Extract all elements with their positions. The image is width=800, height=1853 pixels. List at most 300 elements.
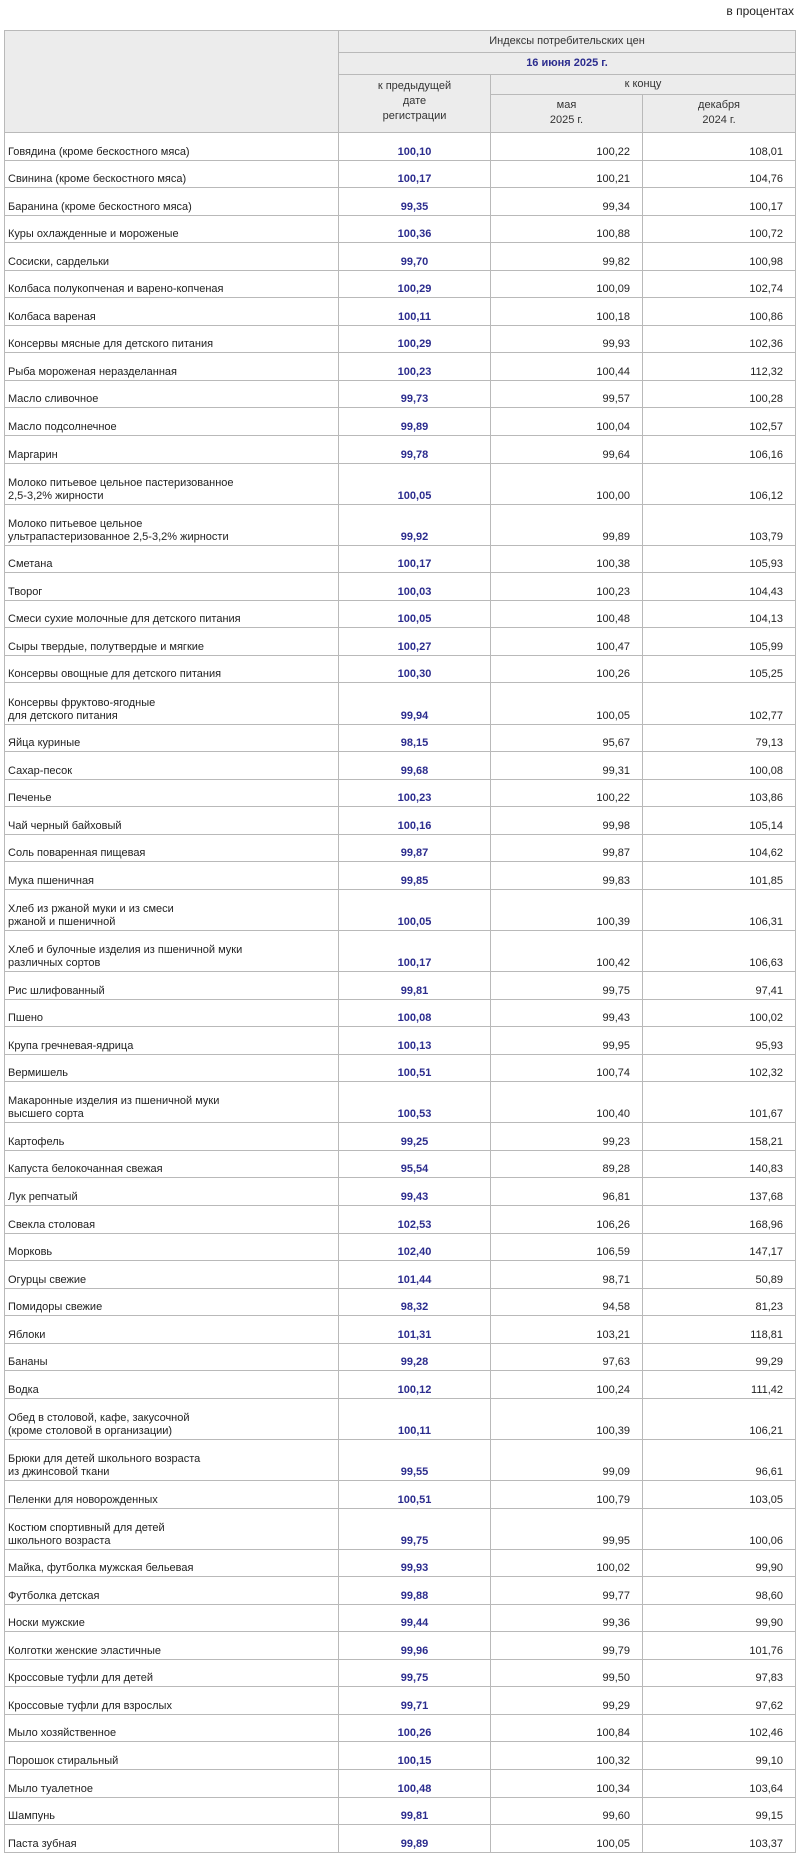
item-name-cell: Сосиски, сардельки	[5, 243, 339, 271]
may-index-cell: 100,44	[491, 353, 643, 381]
dec-index-cell: 104,76	[643, 160, 796, 188]
may-index-cell: 100,79	[491, 1480, 643, 1508]
may-index-cell: 99,87	[491, 834, 643, 862]
item-name-cell: Водка	[5, 1371, 339, 1399]
may-index-cell: 99,31	[491, 752, 643, 780]
table-row	[5, 1288, 796, 1316]
table-row	[5, 463, 796, 504]
prev-date-index-cell: 99,85	[339, 862, 491, 890]
may-index-cell: 100,24	[491, 1371, 643, 1399]
table-row	[5, 1343, 796, 1371]
table-row	[5, 1632, 796, 1660]
prev-date-index-cell: 99,35	[339, 188, 491, 216]
may-index-cell: 99,64	[491, 436, 643, 464]
prev-date-index-cell: 100,23	[339, 779, 491, 807]
prev-date-index-cell: 99,44	[339, 1604, 491, 1632]
prev-date-index-cell: 99,78	[339, 436, 491, 464]
dec-index-cell: 96,61	[643, 1439, 796, 1480]
dec-index-cell: 102,57	[643, 408, 796, 436]
item-name-cell: Чай черный байховый	[5, 807, 339, 835]
item-name-cell: Яйца куриные	[5, 724, 339, 752]
col-prev-date-header: к предыдущей дате регистрации	[339, 75, 491, 133]
may-index-cell: 106,26	[491, 1205, 643, 1233]
item-name-cell: Брюки для детей школьного возраста из джинсовой ткани	[5, 1439, 339, 1480]
item-name-cell: Майка, футболка мужская бельевая	[5, 1549, 339, 1577]
prev-date-index-cell: 100,17	[339, 545, 491, 573]
table-row	[5, 1398, 796, 1439]
may-index-cell: 99,77	[491, 1577, 643, 1605]
prev-date-index-cell: 100,15	[339, 1742, 491, 1770]
dec-index-cell: 99,15	[643, 1797, 796, 1825]
table-row	[5, 504, 796, 545]
prev-date-index-cell: 99,75	[339, 1508, 491, 1549]
item-name-cell: Капуста белокочанная свежая	[5, 1150, 339, 1178]
item-name-cell: Морковь	[5, 1233, 339, 1261]
table-row	[5, 1233, 796, 1261]
table-row	[5, 325, 796, 353]
dec-index-cell: 158,21	[643, 1123, 796, 1151]
item-name-cell: Сметана	[5, 545, 339, 573]
dec-index-cell: 105,25	[643, 655, 796, 683]
item-name-cell: Хлеб и булочные изделия из пшеничной муки различных сортов	[5, 930, 339, 971]
item-name-cell: Соль поваренная пищевая	[5, 834, 339, 862]
may-index-cell: 100,02	[491, 1549, 643, 1577]
prev-date-index-cell: 100,12	[339, 1371, 491, 1399]
may-index-cell: 99,09	[491, 1439, 643, 1480]
item-name-cell: Паста зубная	[5, 1825, 339, 1853]
may-index-cell: 99,29	[491, 1687, 643, 1715]
may-index-cell: 99,57	[491, 380, 643, 408]
may-index-cell: 100,34	[491, 1770, 643, 1798]
item-name-cell: Обед в столовой, кафе, закусочной (кроме столовой в организации)	[5, 1398, 339, 1439]
table-row	[5, 1027, 796, 1055]
table-row	[5, 1742, 796, 1770]
dec-index-cell: 100,72	[643, 215, 796, 243]
dec-index-cell: 97,83	[643, 1659, 796, 1687]
item-name-cell: Футболка детская	[5, 1577, 339, 1605]
table-row	[5, 436, 796, 464]
item-name-cell: Молоко питьевое цельное пастеризованное 2,5-3,2% жирности	[5, 463, 339, 504]
prev-date-index-cell: 99,81	[339, 972, 491, 1000]
prev-date-index-cell: 98,15	[339, 724, 491, 752]
cpi-table	[4, 30, 796, 1853]
table-row	[5, 215, 796, 243]
table-row	[5, 243, 796, 271]
may-index-cell: 99,83	[491, 862, 643, 890]
item-name-cell: Огурцы свежие	[5, 1261, 339, 1289]
item-name-cell: Колбаса вареная	[5, 298, 339, 326]
may-index-cell: 94,58	[491, 1288, 643, 1316]
may-index-cell: 100,22	[491, 133, 643, 161]
item-name-cell: Куры охлажденные и мороженые	[5, 215, 339, 243]
dec-index-cell: 103,79	[643, 504, 796, 545]
table-row	[5, 1150, 796, 1178]
prev-date-index-cell: 99,92	[339, 504, 491, 545]
dec-index-cell: 105,93	[643, 545, 796, 573]
prev-date-index-cell: 99,89	[339, 1825, 491, 1853]
item-name-cell: Смеси сухие молочные для детского питания	[5, 600, 339, 628]
item-name-cell: Вермишель	[5, 1054, 339, 1082]
item-name-cell: Макаронные изделия из пшеничной муки высшего сорта	[5, 1082, 339, 1123]
may-index-cell: 100,21	[491, 160, 643, 188]
dec-index-cell: 105,14	[643, 807, 796, 835]
table-row	[5, 1316, 796, 1344]
may-index-cell: 99,95	[491, 1508, 643, 1549]
item-name-cell: Колготки женские эластичные	[5, 1632, 339, 1660]
prev-date-index-cell: 101,44	[339, 1261, 491, 1289]
table-row	[5, 1577, 796, 1605]
may-index-cell: 100,48	[491, 600, 643, 628]
may-index-cell: 100,05	[491, 683, 643, 724]
dec-index-cell: 140,83	[643, 1150, 796, 1178]
item-name-cell: Рыба мороженая неразделанная	[5, 353, 339, 381]
table-row	[5, 972, 796, 1000]
dec-index-cell: 100,02	[643, 999, 796, 1027]
may-index-cell: 100,39	[491, 1398, 643, 1439]
item-name-cell: Кроссовые туфли для детей	[5, 1659, 339, 1687]
item-name-cell: Помидоры свежие	[5, 1288, 339, 1316]
prev-date-index-cell: 99,93	[339, 1549, 491, 1577]
item-name-cell: Масло сливочное	[5, 380, 339, 408]
table-row	[5, 1054, 796, 1082]
dec-index-cell: 106,31	[643, 889, 796, 930]
table-row	[5, 188, 796, 216]
dec-index-cell: 106,63	[643, 930, 796, 971]
dec-index-cell: 102,74	[643, 270, 796, 298]
may-index-cell: 99,23	[491, 1123, 643, 1151]
dec-index-cell: 102,32	[643, 1054, 796, 1082]
table-row	[5, 1687, 796, 1715]
dec-index-cell: 104,43	[643, 573, 796, 601]
item-name-cell: Мыло туалетное	[5, 1770, 339, 1798]
item-name-cell: Пшено	[5, 999, 339, 1027]
prev-date-index-cell: 99,43	[339, 1178, 491, 1206]
prev-date-index-cell: 99,94	[339, 683, 491, 724]
prev-date-index-cell: 98,32	[339, 1288, 491, 1316]
index-title: Индексы потребительских цен	[339, 31, 796, 53]
may-index-cell: 100,47	[491, 628, 643, 656]
table-body	[5, 133, 796, 1853]
may-index-cell: 99,98	[491, 807, 643, 835]
prev-date-index-cell: 100,11	[339, 1398, 491, 1439]
table-row	[5, 545, 796, 573]
table-row	[5, 133, 796, 161]
prev-date-index-cell: 100,30	[339, 655, 491, 683]
dec-index-cell: 98,60	[643, 1577, 796, 1605]
item-name-cell: Масло подсолнечное	[5, 408, 339, 436]
dec-index-cell: 102,77	[643, 683, 796, 724]
dec-index-cell: 97,41	[643, 972, 796, 1000]
dec-index-cell: 100,98	[643, 243, 796, 271]
may-index-cell: 100,18	[491, 298, 643, 326]
table-row	[5, 1825, 796, 1853]
prev-date-index-cell: 99,70	[339, 243, 491, 271]
table-row	[5, 999, 796, 1027]
item-name-cell: Яблоки	[5, 1316, 339, 1344]
table-row	[5, 380, 796, 408]
dec-index-cell: 95,93	[643, 1027, 796, 1055]
table-row	[5, 930, 796, 971]
item-name-cell: Картофель	[5, 1123, 339, 1151]
dec-index-cell: 102,46	[643, 1714, 796, 1742]
dec-index-cell: 103,05	[643, 1480, 796, 1508]
prev-date-index-cell: 99,55	[339, 1439, 491, 1480]
prev-date-index-cell: 95,54	[339, 1150, 491, 1178]
table-row	[5, 298, 796, 326]
prev-date-index-cell: 102,53	[339, 1205, 491, 1233]
prev-date-index-cell: 99,71	[339, 1687, 491, 1715]
item-name-cell: Порошок стиральный	[5, 1742, 339, 1770]
may-index-cell: 106,59	[491, 1233, 643, 1261]
table-row	[5, 779, 796, 807]
dec-index-cell: 99,29	[643, 1343, 796, 1371]
table-row	[5, 1261, 796, 1289]
item-name-cell: Мука пшеничная	[5, 862, 339, 890]
may-index-cell: 100,74	[491, 1054, 643, 1082]
dec-index-cell: 101,76	[643, 1632, 796, 1660]
dec-index-cell: 100,28	[643, 380, 796, 408]
table-row	[5, 408, 796, 436]
prev-date-index-cell: 100,05	[339, 600, 491, 628]
may-index-cell: 99,95	[491, 1027, 643, 1055]
table-row	[5, 1439, 796, 1480]
table-row	[5, 1371, 796, 1399]
table-row	[5, 573, 796, 601]
dec-index-cell: 97,62	[643, 1687, 796, 1715]
prev-date-index-cell: 100,36	[339, 215, 491, 243]
may-index-cell: 99,75	[491, 972, 643, 1000]
table-row	[5, 1178, 796, 1206]
item-name-cell: Консервы фруктово-ягодные для детского питания	[5, 683, 339, 724]
table-row	[5, 724, 796, 752]
dec-index-cell: 104,13	[643, 600, 796, 628]
prev-date-index-cell: 99,89	[339, 408, 491, 436]
prev-date-index-cell: 100,27	[339, 628, 491, 656]
dec-index-cell: 112,32	[643, 353, 796, 381]
prev-date-index-cell: 100,05	[339, 889, 491, 930]
dec-index-cell: 168,96	[643, 1205, 796, 1233]
prev-date-index-cell: 100,23	[339, 353, 491, 381]
dec-index-cell: 106,12	[643, 463, 796, 504]
col-may-header: мая 2025 г.	[491, 95, 643, 133]
table-row	[5, 353, 796, 381]
item-name-cell: Консервы мясные для детского питания	[5, 325, 339, 353]
prev-date-index-cell: 99,88	[339, 1577, 491, 1605]
table-row	[5, 834, 796, 862]
prev-date-index-cell: 99,68	[339, 752, 491, 780]
prev-date-index-cell: 99,75	[339, 1659, 491, 1687]
prev-date-index-cell: 99,96	[339, 1632, 491, 1660]
prev-date-index-cell: 100,03	[339, 573, 491, 601]
may-index-cell: 98,71	[491, 1261, 643, 1289]
prev-date-index-cell: 99,87	[339, 834, 491, 862]
table-row	[5, 752, 796, 780]
table-row	[5, 807, 796, 835]
may-index-cell: 99,82	[491, 243, 643, 271]
table-row	[5, 862, 796, 890]
may-index-cell: 99,50	[491, 1659, 643, 1687]
table-row	[5, 1797, 796, 1825]
item-name-cell: Лук репчатый	[5, 1178, 339, 1206]
item-name-cell: Мыло хозяйственное	[5, 1714, 339, 1742]
dec-index-cell: 106,16	[643, 436, 796, 464]
item-name-cell: Рис шлифованный	[5, 972, 339, 1000]
table-row	[5, 683, 796, 724]
item-name-cell: Хлеб из ржаной муки и из смеси ржаной и пшеничной	[5, 889, 339, 930]
may-index-cell: 99,43	[491, 999, 643, 1027]
item-name-cell: Сыры твердые, полутвердые и мягкие	[5, 628, 339, 656]
may-index-cell: 99,89	[491, 504, 643, 545]
dec-index-cell: 100,06	[643, 1508, 796, 1549]
table-row	[5, 889, 796, 930]
dec-index-cell: 99,10	[643, 1742, 796, 1770]
table-row	[5, 1205, 796, 1233]
may-index-cell: 100,40	[491, 1082, 643, 1123]
prev-date-index-cell: 99,25	[339, 1123, 491, 1151]
may-index-cell: 100,39	[491, 889, 643, 930]
may-index-cell: 96,81	[491, 1178, 643, 1206]
unit-note: в процентах	[726, 4, 794, 18]
prev-date-index-cell: 99,73	[339, 380, 491, 408]
table-row	[5, 1714, 796, 1742]
prev-date-index-cell: 100,17	[339, 160, 491, 188]
item-name-cell: Пеленки для новорожденных	[5, 1480, 339, 1508]
dec-index-cell: 101,67	[643, 1082, 796, 1123]
header-corner	[5, 31, 339, 133]
dec-index-cell: 147,17	[643, 1233, 796, 1261]
may-index-cell: 103,21	[491, 1316, 643, 1344]
col-dec-header: декабря 2024 г.	[643, 95, 796, 133]
item-name-cell: Говядина (кроме бескостного мяса)	[5, 133, 339, 161]
item-name-cell: Носки мужские	[5, 1604, 339, 1632]
may-index-cell: 100,22	[491, 779, 643, 807]
prev-date-index-cell: 100,29	[339, 325, 491, 353]
dec-index-cell: 50,89	[643, 1261, 796, 1289]
table-row	[5, 600, 796, 628]
may-index-cell: 100,88	[491, 215, 643, 243]
item-name-cell: Шампунь	[5, 1797, 339, 1825]
prev-date-index-cell: 100,17	[339, 930, 491, 971]
may-index-cell: 100,38	[491, 545, 643, 573]
may-index-cell: 100,26	[491, 655, 643, 683]
may-index-cell: 99,93	[491, 325, 643, 353]
table-row	[5, 655, 796, 683]
may-index-cell: 95,67	[491, 724, 643, 752]
item-name-cell: Творог	[5, 573, 339, 601]
table-row	[5, 270, 796, 298]
dec-index-cell: 81,23	[643, 1288, 796, 1316]
prev-date-index-cell: 100,48	[339, 1770, 491, 1798]
dec-index-cell: 99,90	[643, 1549, 796, 1577]
prev-date-index-cell: 100,51	[339, 1480, 491, 1508]
prev-date-index-cell: 100,29	[339, 270, 491, 298]
may-index-cell: 100,84	[491, 1714, 643, 1742]
may-index-cell: 100,42	[491, 930, 643, 971]
may-index-cell: 100,32	[491, 1742, 643, 1770]
dec-index-cell: 137,68	[643, 1178, 796, 1206]
may-index-cell: 97,63	[491, 1343, 643, 1371]
item-name-cell: Бананы	[5, 1343, 339, 1371]
dec-index-cell: 100,17	[643, 188, 796, 216]
dec-index-cell: 106,21	[643, 1398, 796, 1439]
dec-index-cell: 101,85	[643, 862, 796, 890]
table-row	[5, 160, 796, 188]
prev-date-index-cell: 102,40	[339, 1233, 491, 1261]
table-row	[5, 628, 796, 656]
prev-date-index-cell: 100,16	[339, 807, 491, 835]
dec-index-cell: 103,37	[643, 1825, 796, 1853]
item-name-cell: Маргарин	[5, 436, 339, 464]
may-index-cell: 99,34	[491, 188, 643, 216]
item-name-cell: Свинина (кроме бескостного мяса)	[5, 160, 339, 188]
prev-date-index-cell: 99,81	[339, 1797, 491, 1825]
dec-index-cell: 103,64	[643, 1770, 796, 1798]
item-name-cell: Баранина (кроме бескостного мяса)	[5, 188, 339, 216]
may-index-cell: 99,79	[491, 1632, 643, 1660]
prev-date-index-cell: 100,51	[339, 1054, 491, 1082]
dec-index-cell: 105,99	[643, 628, 796, 656]
dec-index-cell: 103,86	[643, 779, 796, 807]
dec-index-cell: 79,13	[643, 724, 796, 752]
prev-date-index-cell: 100,53	[339, 1082, 491, 1123]
may-index-cell: 100,09	[491, 270, 643, 298]
prev-date-index-cell: 101,31	[339, 1316, 491, 1344]
prev-date-index-cell: 100,13	[339, 1027, 491, 1055]
table-row	[5, 1604, 796, 1632]
may-index-cell: 99,60	[491, 1797, 643, 1825]
item-name-cell: Крупа гречневая-ядрица	[5, 1027, 339, 1055]
table-row	[5, 1508, 796, 1549]
item-name-cell: Сахар-песок	[5, 752, 339, 780]
table-row	[5, 1082, 796, 1123]
item-name-cell: Колбаса полукопченая и варено-копченая	[5, 270, 339, 298]
may-index-cell: 100,00	[491, 463, 643, 504]
col-end-of-header: к концу	[491, 75, 796, 95]
item-name-cell: Печенье	[5, 779, 339, 807]
dec-index-cell: 102,36	[643, 325, 796, 353]
prev-date-index-cell: 99,28	[339, 1343, 491, 1371]
may-index-cell: 89,28	[491, 1150, 643, 1178]
dec-index-cell: 118,81	[643, 1316, 796, 1344]
may-index-cell: 100,05	[491, 1825, 643, 1853]
dec-index-cell: 99,90	[643, 1604, 796, 1632]
prev-date-index-cell: 100,10	[339, 133, 491, 161]
may-index-cell: 100,04	[491, 408, 643, 436]
item-name-cell: Кроссовые туфли для взрослых	[5, 1687, 339, 1715]
dec-index-cell: 100,86	[643, 298, 796, 326]
may-index-cell: 100,23	[491, 573, 643, 601]
table-row	[5, 1549, 796, 1577]
dec-index-cell: 100,08	[643, 752, 796, 780]
item-name-cell: Свекла столовая	[5, 1205, 339, 1233]
prev-date-index-cell: 100,11	[339, 298, 491, 326]
date-header: 16 июня 2025 г.	[339, 53, 796, 75]
dec-index-cell: 111,42	[643, 1371, 796, 1399]
table-row	[5, 1770, 796, 1798]
item-name-cell: Молоко питьевое цельное ультрапастеризованное 2,5-3,2% жирности	[5, 504, 339, 545]
dec-index-cell: 108,01	[643, 133, 796, 161]
dec-index-cell: 104,62	[643, 834, 796, 862]
prev-date-index-cell: 100,05	[339, 463, 491, 504]
prev-date-index-cell: 100,08	[339, 999, 491, 1027]
table-row	[5, 1659, 796, 1687]
item-name-cell: Консервы овощные для детского питания	[5, 655, 339, 683]
table-row	[5, 1480, 796, 1508]
prev-date-index-cell: 100,26	[339, 1714, 491, 1742]
table-row	[5, 1123, 796, 1151]
may-index-cell: 99,36	[491, 1604, 643, 1632]
item-name-cell: Костюм спортивный для детей школьного возраста	[5, 1508, 339, 1549]
